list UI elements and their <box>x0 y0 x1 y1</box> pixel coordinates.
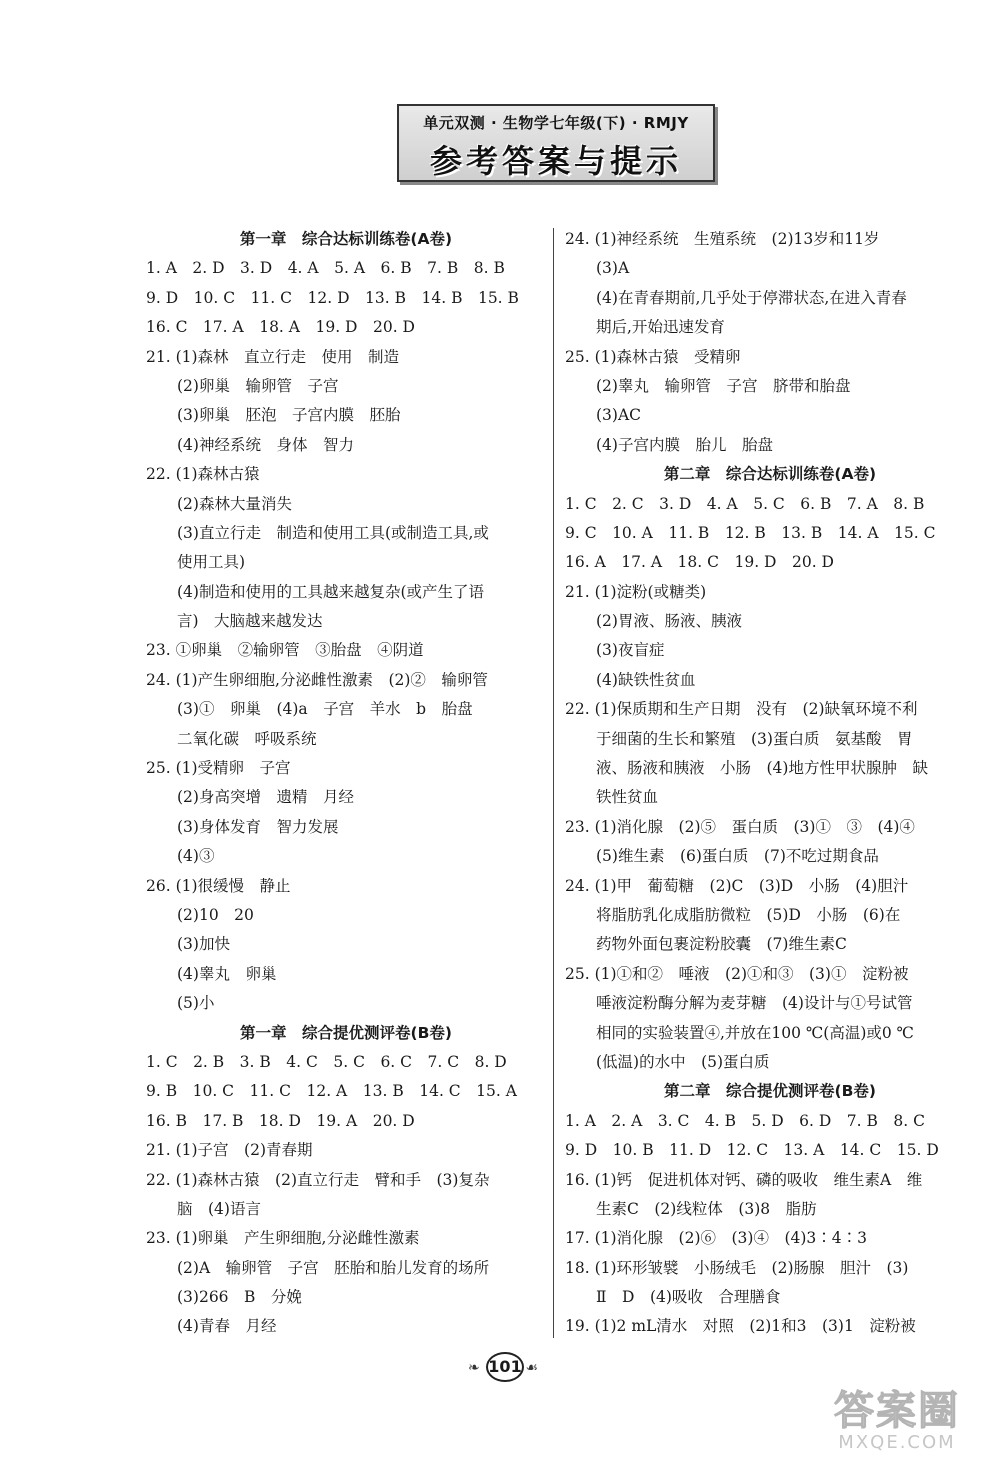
section-heading: 第二章 综合提优测评卷(B卷) <box>664 1082 876 1101</box>
answer-line: (2)身高突增 遗精 月经 <box>146 788 354 807</box>
answer-line: 1. A 2. A 3. C 4. B 5. D 6. D 7. B 8. C <box>565 1111 925 1130</box>
answer-line: (4)③ <box>146 847 215 866</box>
answer-line: 二氧化碳 呼吸系统 <box>146 729 317 748</box>
column-divider <box>553 228 554 1338</box>
answer-line: (3)直立行走 制造和使用工具(或制造工具,或 <box>146 523 489 542</box>
answer-line: 16. A 17. A 18. C 19. D 20. D <box>565 553 834 572</box>
answer-line: 9. C 10. A 11. B 12. B 13. B 14. A 15. C <box>565 523 936 542</box>
answer-line: (低温)的水中 (5)蛋白质 <box>565 1052 770 1071</box>
answer-line: 使用工具) <box>146 553 246 572</box>
section-heading: 第一章 综合达标训练卷(A卷) <box>239 230 453 248</box>
header-banner <box>397 104 715 182</box>
answer-line: 16. B 17. B 18. D 19. A 20. D <box>146 1111 415 1130</box>
answer-line: 将脂肪乳化成脂肪微粒 (5)D 小肠 (6)在 <box>565 905 901 924</box>
answer-line: 唾液淀粉酶分解为麦芽糖 (4)设计与①号试管 <box>565 994 913 1013</box>
answer-line: 22. (1)森林古猿 <box>146 465 260 484</box>
answer-line: 1. C 2. B 3. B 4. C 5. C 6. C 7. C 8. D <box>146 1052 507 1071</box>
answer-line: 17. (1)消化腺 (2)⑥ (3)④ (4)3∶4∶3 <box>565 1229 867 1248</box>
leaf-right-icon: ☙ <box>525 1360 538 1376</box>
answer-line: 23. ①卵巢 ②输卵管 ③胎盘 ④阴道 <box>146 641 424 660</box>
answer-line: 9. D 10. B 11. D 12. C 13. A 14. C 15. D <box>565 1141 939 1160</box>
answer-line: (4)神经系统 身体 智力 <box>146 435 354 454</box>
watermark-main: 答案圈 <box>834 1388 960 1434</box>
answer-line: (3)夜盲症 <box>565 641 665 660</box>
answer-line: 24. (1)神经系统 生殖系统 (2)13岁和11岁 <box>565 230 880 248</box>
answer-line: 16. (1)钙 促进机体对钙、磷的吸收 维生素A 维 <box>565 1170 923 1189</box>
page-number-badge <box>468 1346 538 1384</box>
answer-line: 23. (1)消化腺 (2)⑤ 蛋白质 (3)① ③ (4)④ <box>565 817 915 836</box>
answer-line: 21. (1)森林 直立行走 使用 制造 <box>146 347 400 366</box>
answer-line: 18. (1)环形皱襞 小肠绒毛 (2)肠腺 胆汁 (3) <box>565 1258 909 1277</box>
right-column <box>565 225 975 1342</box>
answer-line: 言) 大脑越来越发达 <box>146 612 323 631</box>
answer-line: 9. D 10. C 11. C 12. D 13. B 14. B 15. B <box>146 288 519 307</box>
answer-line: 药物外面包裹淀粉胶囊 (7)维生素C <box>565 935 847 954</box>
answer-line: 1. C 2. C 3. D 4. A 5. C 6. B 7. A 8. B <box>565 494 925 513</box>
answer-line: 23. (1)卵巢 产生卵细胞,分泌雌性激素 <box>146 1229 420 1248</box>
answer-line: (2)卵巢 输卵管 子宫 <box>146 376 339 395</box>
answer-line: (3)身体发育 智力发展 <box>146 817 339 836</box>
answer-line: 22. (1)森林古猿 (2)直立行走 臂和手 (3)复杂 <box>146 1170 490 1189</box>
answer-line: 21. (1)子宫 (2)青春期 <box>146 1141 313 1160</box>
answer-line: 9. B 10. C 11. C 12. A 13. B 14. C 15. A <box>146 1082 517 1101</box>
answer-line: (4)青春 月经 <box>146 1317 277 1336</box>
answer-line: (2)A 输卵管 子宫 胚胎和胎儿发育的场所 <box>146 1258 490 1277</box>
answer-line: (3)加快 <box>146 935 230 954</box>
page-number: 101 <box>486 1352 524 1382</box>
answer-line: 26. (1)很缓慢 静止 <box>146 876 291 895</box>
answer-line: (3)① 卵巢 (4)a 子宫 羊水 b 胎盘 <box>146 700 473 719</box>
answer-line: (3)卵巢 胚泡 子宫内膜 胚胎 <box>146 406 401 425</box>
answer-line: (3)AC <box>565 406 642 425</box>
answer-line: 相同的实验装置④,并放在100 ℃(高温)或0 ℃ <box>565 1023 915 1042</box>
answer-line: 25. (1)受精卵 子宫 <box>146 759 291 778</box>
answer-line: 25. (1)森林古猿 受精卵 <box>565 347 741 366</box>
answer-line: Ⅱ D (4)吸收 合理膳食 <box>565 1288 781 1307</box>
answer-line: (2)睾丸 输卵管 子宫 脐带和胎盘 <box>565 376 851 395</box>
answer-line: 液、肠液和胰液 小肠 (4)地方性甲状腺肿 缺 <box>565 759 928 778</box>
answer-line: (4)缺铁性贫血 <box>565 670 696 689</box>
answer-line: (4)子宫内膜 胎儿 胎盘 <box>565 435 773 454</box>
answer-line: 于细菌的生长和繁殖 (3)蛋白质 氨基酸 胃 <box>565 729 913 748</box>
answer-line: (5)维生素 (6)蛋白质 (7)不吃过期食品 <box>565 847 879 866</box>
answer-line: (5)小 <box>146 994 215 1013</box>
answer-line: 生素C (2)线粒体 (3)8 脂肪 <box>565 1199 817 1218</box>
answer-line: 1. A 2. D 3. D 4. A 5. A 6. B 7. B 8. B <box>146 259 505 278</box>
leaf-left-icon: ❧ <box>468 1360 480 1376</box>
answer-line: 16. C 17. A 18. A 19. D 20. D <box>146 318 415 337</box>
answer-line: 22. (1)保质期和生产日期 没有 (2)缺氧环境不利 <box>565 700 918 719</box>
answer-line: 期后,开始迅速发育 <box>565 318 725 337</box>
answer-line: 21. (1)淀粉(或糖类) <box>565 582 707 601</box>
answer-line: 铁性贫血 <box>565 788 659 807</box>
answer-line: (2)胃液、肠液、胰液 <box>565 612 742 631</box>
answer-line: (4)制造和使用的工具越来越复杂(或产生了语 <box>146 582 485 601</box>
section-heading: 第二章 综合达标训练卷(A卷) <box>663 465 877 484</box>
header-title: 参考答案与提示 <box>429 142 682 180</box>
answer-line: (4)睾丸 卵巢 <box>146 964 277 983</box>
answer-line: (2)10 20 <box>146 905 254 924</box>
section-heading: 第一章 综合提优测评卷(B卷) <box>240 1023 452 1042</box>
answer-line: 25. (1)①和② 唾液 (2)①和③ (3)① 淀粉被 <box>565 964 909 983</box>
header-series: 单元双测 · 生物学七年级(下) · RMJY <box>423 114 689 132</box>
watermark-site: MXQE.COM <box>838 1432 956 1453</box>
left-column <box>146 225 546 1342</box>
answer-line: 24. (1)甲 葡萄糖 (2)C (3)D 小肠 (4)胆汁 <box>565 876 909 895</box>
answer-line: 脑 (4)语言 <box>146 1199 261 1218</box>
answer-line: (3)A <box>565 259 630 278</box>
answer-line: (3)266 B 分娩 <box>146 1288 302 1307</box>
answer-line: (4)在青春期前,几乎处于停滞状态,在进入青春 <box>565 288 907 307</box>
watermark-logo <box>812 1390 982 1456</box>
answer-line: 24. (1)产生卵细胞,分泌雌性激素 (2)② 输卵管 <box>146 670 488 689</box>
answer-line: 19. (1)2 mL清水 对照 (2)1和3 (3)1 淀粉被 <box>565 1317 916 1336</box>
answer-line: (2)森林大量消失 <box>146 494 292 513</box>
